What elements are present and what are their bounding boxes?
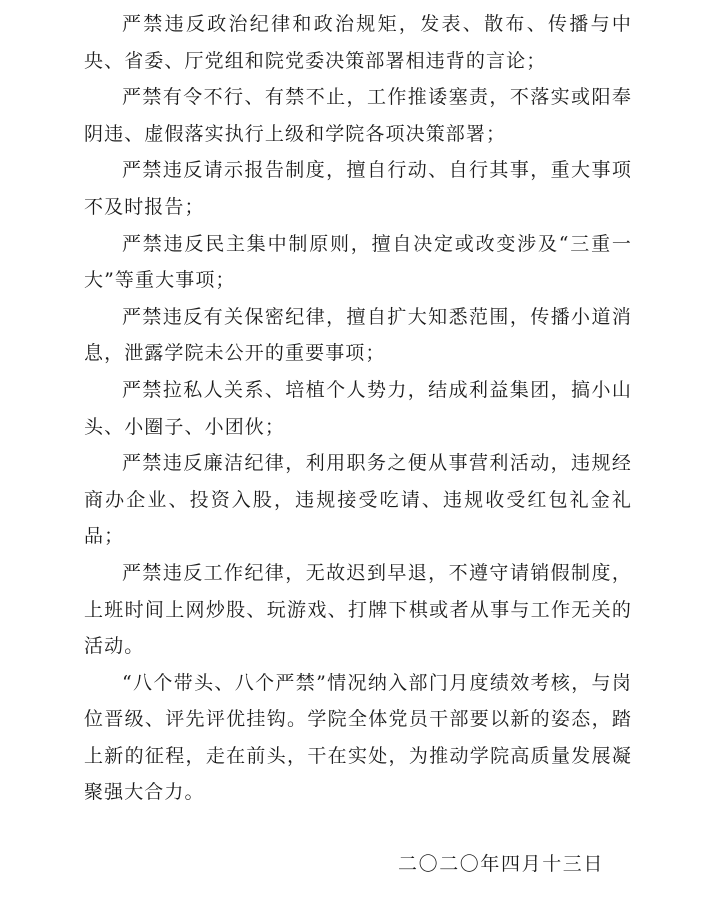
paragraph-democratic-centralism: 严禁违反民主集中制原则，擅自决定或改变涉及“三重一大”等重大事项； (84, 232, 632, 292)
paragraph-work-discipline: 严禁违反工作纪律，无故迟到早退，不遵守请销假制度，上班时间上网炒股、玩游戏、打牌下棋或者从事与工作无关的活动。 (84, 561, 632, 658)
document-date: 二〇二〇年四月十三日 (398, 853, 605, 875)
paragraph-orders-and-prohibitions: 严禁有令不行、有禁不止，工作推诿塞责，不落实或阳奉阴违、虚假落实执行上级和学院各项决策部署； (84, 86, 632, 145)
document-body (84, 6, 632, 811)
paragraph-confidentiality: 严禁违反有关保密纪律，擅自扩大知悉范围，传播小道消息，泄露学院未公开的重要事项； (84, 305, 632, 365)
paragraph-conclusion: “八个带头、八个严禁”情况纳入部门月度绩效考核，与岗位晋级、评先评优挂钩。学院全体党员干部要以新的姿态，踏上新的征程，走在前头，干在实处，为推动学院高质量发展凝聚强大合力。 (84, 671, 632, 804)
paragraph-integrity-discipline: 严禁违反廉洁纪律，利用职务之便从事营利活动，违规经商办企业、投资入股，违规接受吃请、违规收受红包礼金礼品； (84, 452, 632, 548)
paragraph-political-discipline: 严禁违反政治纪律和政治规矩，发表、散布、传播与中央、省委、厅党组和院党委决策部署相违背的言论； (84, 13, 632, 72)
paragraph-personal-factions: 严禁拉私人关系、培植个人势力，结成利益集团，搞小山头、小圈子、小团伙； (84, 378, 632, 438)
paragraph-reporting-system: 严禁违反请示报告制度，擅自行动、自行其事，重大事项不及时报告； (84, 159, 632, 218)
